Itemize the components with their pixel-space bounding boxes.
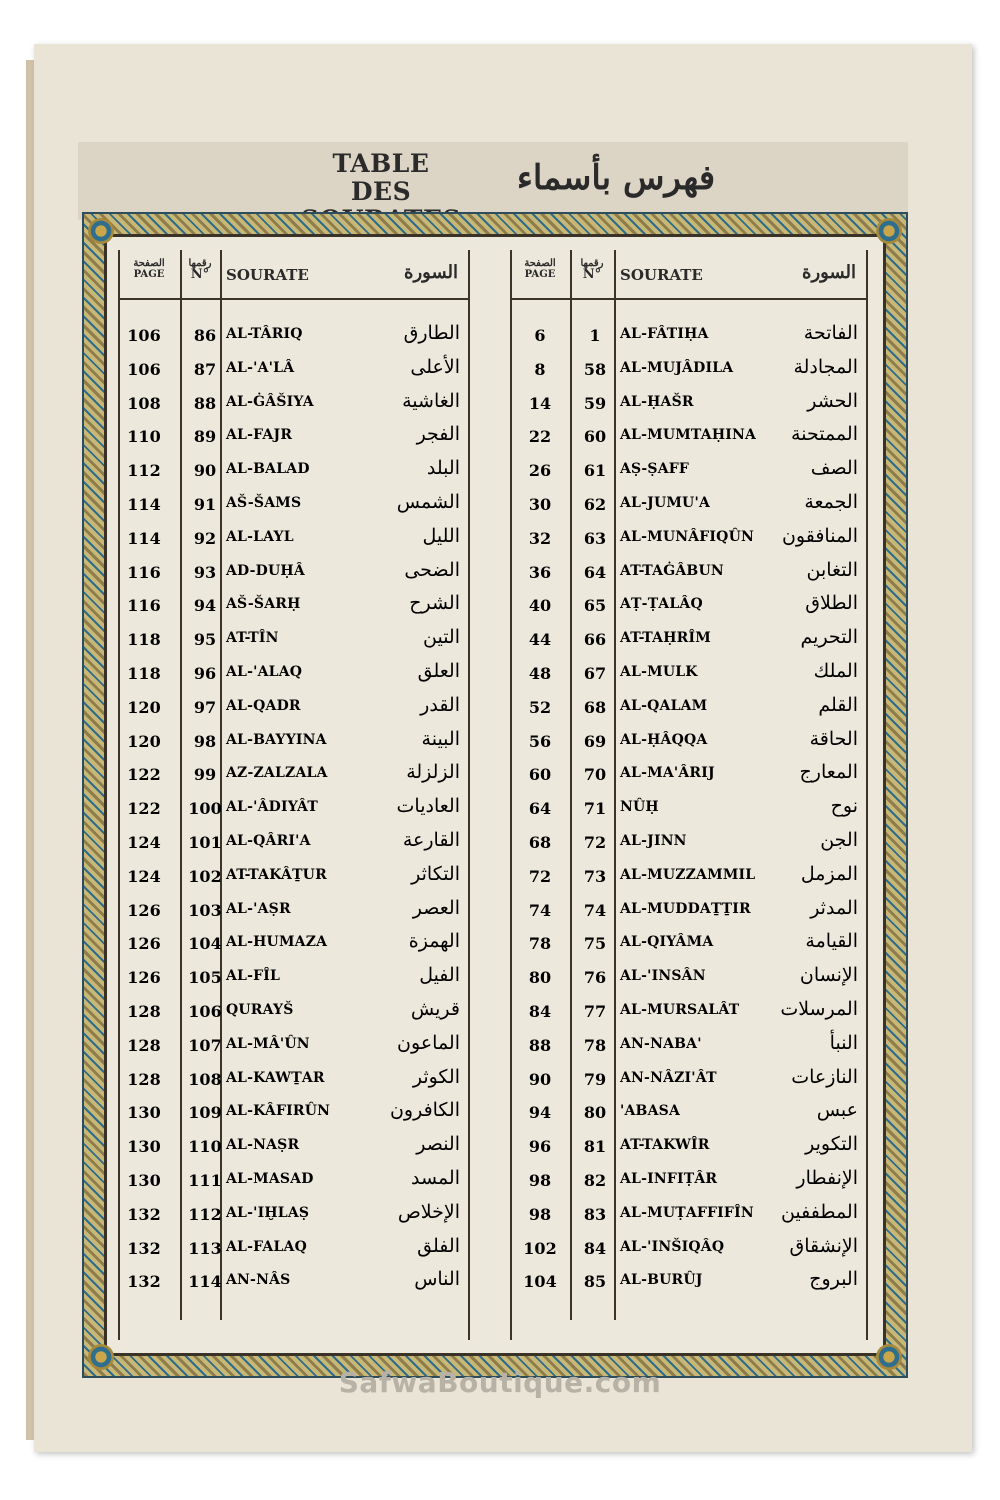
right-header-num (570, 258, 614, 298)
left-header-num (180, 258, 220, 298)
page-number: 130 (127, 1137, 161, 1157)
surah-name-arabic: الشرح (409, 592, 460, 615)
surah-name-arabic: النازعات (791, 1065, 858, 1088)
surah-name-latin: AT-TAḤRÎM (620, 630, 711, 647)
page-number: 104 (523, 1272, 557, 1292)
surah-name-latin: AL-MUṬAFFIFÎN (620, 1204, 754, 1221)
surah-number: 61 (583, 461, 607, 481)
page-number: 48 (528, 664, 552, 683)
surah-name-arabic: المدثر (810, 896, 858, 919)
page-number: 108 (127, 393, 161, 413)
surah-name-latin: AL-'INSÂN (620, 968, 706, 985)
surah-name-arabic: الهمزة (408, 930, 460, 953)
page-number: 80 (528, 968, 552, 988)
left-header-sura-ar: السورة (404, 262, 458, 283)
surah-name-arabic: الإنسان (799, 964, 858, 987)
surah-name-arabic: المعارج (799, 761, 858, 784)
surah-name-latin: AL-MUNÂFIQÛN (620, 528, 754, 545)
surah-name-arabic: الإنشقاق (789, 1234, 858, 1257)
surah-name-arabic: البينة (421, 727, 460, 750)
surah-number: 114 (188, 1272, 222, 1292)
header-num-fr: N° (190, 267, 210, 282)
surah-name-arabic: البروج (809, 1268, 858, 1291)
page-number: 102 (523, 1238, 557, 1258)
surah-name-latin: AL-JUMU'A (620, 495, 711, 511)
watermark: SafwaBoutique.com (338, 1366, 662, 1399)
surah-name-arabic: العصر (412, 896, 460, 919)
surah-number: 90 (193, 461, 217, 481)
column-rule (510, 250, 512, 1340)
page-number: 72 (528, 866, 552, 886)
surah-name-latin: AL-'ALAQ (226, 664, 303, 680)
surah-name-arabic: المجادلة (793, 355, 858, 378)
surah-name-latin: AL-INFIṬÂR (620, 1171, 718, 1187)
column-rule (866, 250, 868, 1340)
surah-name-arabic: الليل (422, 524, 460, 547)
page-number: 126 (127, 934, 161, 954)
page-number: 120 (127, 697, 161, 717)
surah-name-arabic: الضحى (404, 558, 460, 581)
surah-number: 85 (583, 1272, 607, 1292)
page-number: 106 (127, 359, 161, 379)
surah-name-arabic: الفلق (417, 1234, 460, 1257)
surah-name-latin: AL-FALAQ (226, 1238, 307, 1255)
page-number: 96 (528, 1137, 552, 1157)
page-number: 84 (528, 1002, 552, 1021)
surah-name-arabic: القدر (420, 693, 460, 716)
surah-name-arabic: نوح (830, 795, 858, 818)
page-number: 44 (528, 630, 552, 650)
surah-name-latin: AL-MÂ'ÛN (226, 1035, 310, 1052)
surah-name-latin: AL-'IḪLAṢ (226, 1204, 310, 1221)
page-number: 132 (127, 1238, 161, 1258)
surah-name-latin: AL-TÂRIQ (226, 326, 303, 342)
surah-number: 92 (193, 528, 217, 548)
surah-number: 98 (193, 731, 217, 751)
title-line-1: TABLE (332, 149, 430, 178)
corner-ornament-icon (88, 218, 114, 244)
surah-name-latin: AŠ-ŠAMS (226, 495, 302, 511)
surah-name-arabic: المسد (411, 1167, 460, 1189)
page-number: 90 (528, 1069, 552, 1089)
surah-number: 76 (583, 968, 607, 988)
surah-name-arabic: التغابن (806, 558, 858, 581)
surah-name-arabic: الماعون (397, 1031, 460, 1054)
page-number: 126 (127, 900, 161, 920)
surah-name-arabic: التين (423, 626, 460, 649)
page-number: 112 (127, 461, 161, 481)
surah-number: 95 (193, 630, 217, 650)
surah-name-arabic: الحاقة (809, 727, 858, 750)
surah-name-arabic: الفجر (416, 423, 460, 446)
surah-name-arabic: التكوير (805, 1133, 858, 1156)
surah-name-arabic: التحريم (800, 626, 858, 649)
surah-name-latin: AL-MA'ÂRIJ (620, 765, 715, 782)
surah-number: 60 (583, 427, 607, 447)
surah-name-latin: AT-TAKWÎR (620, 1137, 710, 1154)
page-header-band (78, 142, 908, 220)
surah-number: 102 (188, 866, 222, 886)
surah-name-latin: AL-KAWṮAR (226, 1069, 325, 1086)
surah-number: 62 (583, 495, 607, 514)
surah-number: 97 (193, 697, 217, 717)
surah-name-latin: AL-'ÂDIYÂT (226, 799, 318, 816)
page-number: 14 (528, 393, 552, 413)
surah-name-arabic: القيامة (805, 930, 858, 953)
surah-name-latin: AL-QADR (226, 697, 301, 714)
page-number: 94 (528, 1103, 552, 1123)
surah-name-arabic: الطارق (403, 322, 460, 344)
page-number: 56 (528, 731, 552, 751)
surah-name-arabic: الفيل (419, 964, 460, 987)
left-header-page (118, 258, 180, 298)
surah-name-arabic: التكاثر (411, 862, 460, 885)
surah-number: 105 (188, 968, 222, 988)
surah-name-latin: AL-HUMAZA (226, 934, 328, 951)
surah-name-arabic: المزمل (800, 862, 858, 885)
surah-number: 103 (188, 900, 222, 920)
page-number: 30 (528, 495, 552, 514)
surah-number: 91 (193, 495, 217, 514)
surah-name-arabic: الغاشية (402, 389, 460, 412)
surah-name-latin: AL-ḤAŠR (620, 393, 694, 410)
page-number: 116 (127, 596, 161, 616)
page-number: 68 (528, 833, 552, 852)
surah-name-arabic: الحشر (807, 389, 858, 412)
surah-name-latin: AL-'A'LÂ (226, 359, 295, 376)
surah-number: 58 (583, 359, 607, 379)
surah-number: 100 (188, 799, 222, 819)
page-number: 40 (528, 596, 552, 616)
page-number: 64 (528, 799, 552, 819)
surah-name-arabic: الجمعة (804, 491, 858, 513)
surah-name-latin: NÛḤ (620, 799, 659, 816)
surah-number: 88 (193, 393, 217, 413)
surah-number: 67 (583, 664, 607, 683)
page-number: 98 (528, 1171, 552, 1190)
surah-name-latin: AL-FÂTIḤA (620, 326, 709, 342)
surah-name-latin: AL-MASAD (226, 1171, 314, 1187)
surah-name-latin: AL-QIYÂMA (620, 934, 714, 951)
surah-number: 84 (583, 1238, 607, 1258)
surah-name-latin: AL-BAYYINA (226, 731, 327, 748)
surah-name-arabic: الملك (813, 660, 858, 682)
surah-name-arabic: الشمس (396, 491, 460, 513)
surah-name-arabic: النبأ (829, 1031, 858, 1054)
surah-number: 107 (188, 1035, 222, 1055)
surah-number: 74 (583, 900, 607, 920)
header-page-ar: الصفحة (524, 258, 556, 269)
surah-number: 69 (583, 731, 607, 751)
surah-number: 75 (583, 934, 607, 954)
surah-number: 108 (188, 1069, 222, 1089)
surah-name-latin: AL-FAJR (226, 427, 293, 444)
surah-number: 72 (583, 833, 607, 852)
surah-name-latin: AL-NAṢR (226, 1137, 300, 1154)
surah-name-latin: QURAYŠ (226, 1002, 294, 1018)
surah-name-arabic: عبس (816, 1099, 858, 1122)
page-number: 60 (528, 765, 552, 785)
surah-name-arabic: النصر (416, 1133, 460, 1156)
surah-name-arabic: المنافقون (781, 524, 858, 547)
surah-number: 86 (193, 326, 217, 345)
surah-number: 110 (188, 1137, 222, 1157)
surah-name-latin: AL-BALAD (226, 461, 310, 478)
surah-name-arabic: العلق (417, 660, 460, 682)
surah-number: 83 (583, 1204, 607, 1224)
page-number: 126 (127, 968, 161, 988)
surah-name-latin: AL-MUZZAMMIL (620, 866, 756, 883)
header-num-fr: N° (582, 267, 602, 282)
page-number: 122 (127, 799, 161, 819)
surah-name-latin: AL-MUDDAṮṮIR (620, 900, 751, 917)
surah-number: 78 (583, 1035, 607, 1055)
surah-number: 111 (188, 1171, 222, 1190)
surah-name-latin: AT-TÎN (226, 630, 279, 647)
surah-name-arabic: قريش (410, 998, 460, 1020)
surah-name-arabic: البلد (426, 457, 460, 480)
surah-number: 59 (583, 393, 607, 413)
column-rule (180, 250, 182, 1320)
header-num-ar: رقمها (188, 258, 212, 269)
surah-name-arabic: الممتحنة (791, 423, 858, 446)
surah-number: 79 (583, 1069, 607, 1089)
surah-name-latin: AL-'INŠIQÂQ (620, 1238, 725, 1255)
surah-name-arabic: الإنفطار (796, 1167, 858, 1189)
surah-name-latin: AL-FÎL (226, 968, 281, 985)
page-number: 74 (528, 900, 552, 920)
surah-number: 96 (193, 664, 217, 683)
surah-number: 99 (193, 765, 217, 785)
surah-number: 65 (583, 596, 607, 616)
surah-number: 104 (188, 934, 222, 954)
surah-number: 93 (193, 562, 217, 582)
surah-name-arabic: العاديات (396, 795, 460, 818)
surah-name-latin: AL-LAYL (226, 528, 294, 545)
page-number: 36 (528, 562, 552, 582)
right-header-sourate: SOURATE (620, 266, 703, 284)
surah-number: 1 (589, 326, 601, 345)
page-number: 124 (127, 833, 161, 852)
page-number: 110 (127, 427, 161, 447)
surah-number: 64 (583, 562, 607, 582)
surah-number: 94 (193, 596, 217, 616)
surah-name-latin: AŠ-ŠARḤ (226, 596, 301, 613)
surah-name-arabic: الجن (820, 829, 858, 851)
surah-name-arabic: الفاتحة (803, 322, 858, 344)
surah-name-arabic: القلم (818, 693, 858, 716)
page-number: 22 (528, 427, 552, 447)
surah-number: 73 (583, 866, 607, 886)
page-number: 132 (127, 1204, 161, 1224)
page-number: 124 (127, 866, 161, 886)
page-number: 98 (528, 1204, 552, 1224)
surah-number: 113 (188, 1238, 222, 1258)
page-number: 8 (534, 359, 546, 379)
surah-number: 63 (583, 528, 607, 548)
surah-name-latin: AL-ḤÂQQA (620, 731, 708, 748)
page-number: 114 (127, 495, 161, 514)
surah-name-arabic: الطلاق (805, 592, 858, 615)
surah-name-arabic: الأعلى (410, 355, 460, 378)
page-number: 128 (127, 1069, 161, 1089)
page-number: 52 (528, 697, 552, 717)
surah-name-latin: AṢ-ṢAFF (620, 461, 690, 478)
page-number: 122 (127, 765, 161, 785)
right-header-page (510, 258, 570, 298)
right-header-sura-ar: السورة (802, 262, 856, 283)
column-rule (468, 250, 470, 1340)
surah-name-arabic: المطففين (780, 1200, 858, 1223)
header-num-ar: رقمها (580, 258, 604, 269)
surah-number: 81 (583, 1137, 607, 1157)
surah-name-latin: AL-'AṢR (226, 900, 291, 917)
surah-name-latin: AZ-ZALZALA (226, 765, 328, 782)
corner-ornament-icon (876, 218, 902, 244)
surah-number: 80 (583, 1103, 607, 1123)
surah-number: 109 (188, 1103, 222, 1123)
surah-name-latin: AN-NÂS (226, 1272, 291, 1289)
surah-name-arabic: الناس (414, 1268, 460, 1291)
surah-name-arabic: المرسلات (780, 998, 858, 1020)
surah-number: 68 (583, 697, 607, 717)
surah-name-latin: AṬ-ṬALÂQ (620, 596, 703, 613)
page-number: 6 (534, 326, 546, 345)
surah-number: 101 (188, 833, 222, 852)
surah-name-latin: AL-QÂRI'A (226, 833, 311, 849)
surah-name-latin: AL-MULK (620, 664, 698, 680)
surah-number: 89 (193, 427, 217, 447)
page-number: 26 (528, 461, 552, 481)
left-header-sourate: SOURATE (226, 266, 309, 284)
surah-name-latin: AN-NÂZI'ÂT (620, 1069, 717, 1086)
surah-name-latin: AL-BURÛJ (620, 1272, 703, 1289)
surah-name-arabic: الكافرون (389, 1099, 460, 1122)
surah-name-latin: AL-KÂFIRÛN (226, 1103, 331, 1120)
page-number: 32 (528, 528, 552, 548)
page-number: 128 (127, 1035, 161, 1055)
page-number: 106 (127, 326, 161, 345)
page-number: 120 (127, 731, 161, 751)
page-number: 78 (528, 934, 552, 954)
surah-name-latin: AL-MUJÂDILA (620, 359, 734, 376)
surah-name-arabic: الكوثر (412, 1065, 460, 1088)
page-number: 130 (127, 1103, 161, 1123)
surah-name-latin: AL-MUMTAḤINA (620, 427, 757, 444)
page-number: 118 (127, 630, 161, 650)
surah-number: 66 (583, 630, 607, 650)
surah-name-latin: AN-NABA' (620, 1035, 702, 1052)
header-page-fr: PAGE (524, 269, 556, 280)
page-number: 132 (127, 1272, 161, 1292)
surah-number: 77 (583, 1002, 607, 1021)
surah-name-arabic: الإخلاص (397, 1200, 460, 1223)
surah-number: 87 (193, 359, 217, 379)
page-number: 88 (528, 1035, 552, 1055)
surah-name-latin: AL-MURSALÂT (620, 1002, 740, 1018)
page-number: 130 (127, 1171, 161, 1190)
surah-name-arabic: الصف (810, 457, 858, 480)
page-number: 118 (127, 664, 161, 683)
title-line-2: DES (350, 177, 412, 206)
surah-number: 70 (583, 765, 607, 785)
surah-number: 71 (583, 799, 607, 819)
surah-number: 82 (583, 1171, 607, 1190)
page-title-ar: فهرس بأسماء (516, 158, 716, 198)
surah-name-latin: AT-TAKÂṮUR (226, 866, 327, 883)
page-number: 114 (127, 528, 161, 548)
surah-name-latin: AL-ĠÂŠIYA (226, 393, 314, 410)
surah-name-latin: AL-JINN (620, 833, 687, 849)
surah-name-latin: AT-TAĠÂBUN (620, 562, 724, 579)
surah-name-arabic: الزلزلة (406, 761, 460, 784)
surah-name-arabic: القارعة (402, 829, 460, 851)
surah-name-latin: AD-DUḤÂ (226, 562, 305, 579)
column-rule (570, 250, 572, 1320)
surah-name-latin: 'ABASA (620, 1103, 681, 1120)
page-number: 116 (127, 562, 161, 582)
surah-name-latin: AL-QALAM (620, 697, 708, 714)
surah-number: 106 (188, 1002, 222, 1021)
header-page-fr: PAGE (133, 269, 165, 280)
surah-number: 112 (188, 1204, 222, 1224)
header-page-ar: الصفحة (133, 258, 165, 269)
page-number: 128 (127, 1002, 161, 1021)
